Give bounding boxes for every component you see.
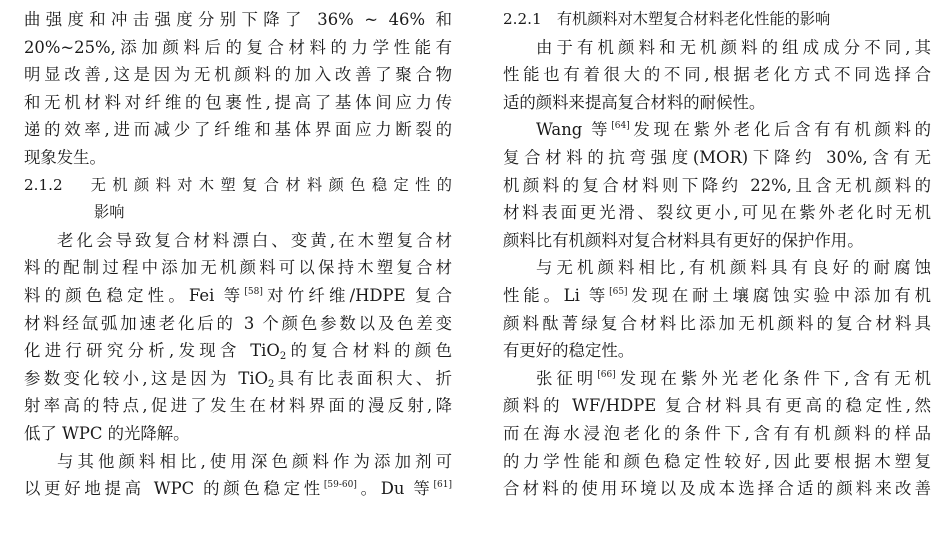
citation-ref: [58] (244, 286, 263, 297)
text-span: Wang 等 (536, 120, 612, 140)
text-line: 老化会导致复合材料漂白、变黄,在木塑复合材 (57, 230, 452, 250)
paragraph-color-stability (24, 227, 452, 448)
text-line: 和无机材料对纤维的包裹性,提高了基体间应力传 (24, 92, 452, 112)
subscript: 2 (279, 351, 287, 363)
text-span: 参数变化较小,这是因为 TiO (24, 368, 269, 388)
text-span: 发现在紫外老化后含有有机颜料的 (629, 120, 931, 140)
paragraph-wang (503, 116, 931, 254)
text-line: 适的颜料来提高复合材料的耐候性。 (503, 92, 766, 112)
text-line: 复合材料的抗弯强度(MOR)下降约 30%,含有无 (503, 147, 931, 167)
section-heading-2-1-2 (24, 172, 452, 227)
text-line: 与其他颜料相比,使用深色颜料作为添加剂可 (57, 451, 452, 471)
citation-ref: [59-60] (323, 480, 357, 491)
citation-ref: [64] (611, 121, 630, 132)
text-line: 由于有机颜料和无机颜料的组成成分不同,其 (536, 37, 931, 57)
text-line: 现象发生。 (24, 147, 106, 167)
text-line (24, 475, 452, 503)
text-line (24, 337, 452, 365)
text-line: 而在海水浸泡老化的条件下,含有有机颜料的样品 (503, 423, 931, 443)
citation-ref: [65] (609, 286, 628, 297)
text-line (24, 365, 452, 393)
paragraph-li (503, 254, 931, 364)
section-heading-2-2-1: 2.2.1 有机颜料对木塑复合材料老化性能的影响 (503, 10, 831, 28)
text-line: 射率高的特点,促进了发生在材料界面的漫反射,降 (24, 396, 452, 416)
text-line: 材料表面更光滑、裂纹更小,可见在紫外老化时无机 (503, 203, 931, 223)
text-span: 化进行研究分析,发现含 TiO (24, 341, 280, 361)
paragraph-continued (24, 6, 452, 172)
text-span: 。Du 等 (356, 479, 434, 499)
text-line (503, 282, 931, 310)
text-span: 发现在耐土壤腐蚀实验中添加有机 (627, 285, 931, 305)
text-line: 料的配制过程中添加无机颜料可以保持木塑复合材 (24, 258, 452, 278)
citation-ref: [66] (597, 369, 616, 380)
text-line: 的力学性能和颜色稳定性较好,因此要根据木塑复 (503, 451, 931, 471)
right-column (503, 6, 931, 503)
text-line: 递的效率,进而减少了纤维和基体界面应力断裂的 (24, 120, 452, 140)
text-line: 颜料的 WF/HDPE 复合材料具有更高的稳定性,然 (503, 396, 931, 416)
text-line (503, 365, 931, 393)
subscript: 2 (268, 378, 275, 390)
text-line (24, 282, 452, 310)
paragraph-zhang (503, 365, 931, 503)
text-span: 具有比表面积大、折 (274, 368, 452, 388)
text-span: 的复合材料的颜色 (286, 341, 452, 361)
heading-line: 影响 (94, 203, 125, 222)
text-span: 发现在紫外光老化条件下,含有无机 (615, 368, 931, 388)
citation-ref: [61] (433, 480, 452, 491)
text-line: 有更好的稳定性。 (503, 341, 635, 361)
text-line: 颜料酞菁绿复合材料比添加无机颜料的复合材料具 (503, 313, 931, 333)
text-span: 料的颜色稳定性。Fei 等 (24, 285, 245, 305)
text-span: 性能。Li 等 (503, 285, 610, 305)
paragraph-dark-pigments (24, 448, 452, 503)
text-line: 颜料比有机颜料对复合材料具有更好的保护作用。 (503, 230, 864, 250)
text-line: 明显改善,这是因为无机颜料的加入改善了聚合物 (24, 65, 452, 85)
text-line: 20%~25%,添加颜料后的复合材料的力学性能有 (24, 37, 452, 57)
paragraph-composition (503, 34, 931, 117)
text-line: 低了 WPC 的光降解。 (24, 423, 190, 443)
text-line: 机颜料的复合材料则下降约 22%,且含无机颜料的 (503, 175, 931, 195)
left-column (24, 6, 452, 503)
text-span: 对竹纤维/HDPE 复合 (262, 285, 452, 305)
heading-line: 2.1.2 无机颜料对木塑复合材料颜色稳定性的 (24, 175, 452, 194)
text-line: 曲强度和冲击强度分别下降了 36% ~ 46% 和 (24, 10, 452, 29)
text-line: 性能也有着很大的不同,根据老化方式不同选择合 (503, 65, 931, 85)
text-span: 以更好地提高 WPC 的颜色稳定性 (24, 479, 324, 499)
text-line: 与无机颜料相比,有机颜料具有良好的耐腐蚀 (536, 258, 931, 278)
text-line (503, 116, 931, 144)
text-line: 材料经氙弧加速老化后的 3 个颜色参数以及色差变 (24, 313, 452, 333)
text-span: 张征明 (536, 368, 598, 388)
text-line: 合材料的使用环境以及成本选择合适的颜料来改善 (503, 479, 931, 499)
